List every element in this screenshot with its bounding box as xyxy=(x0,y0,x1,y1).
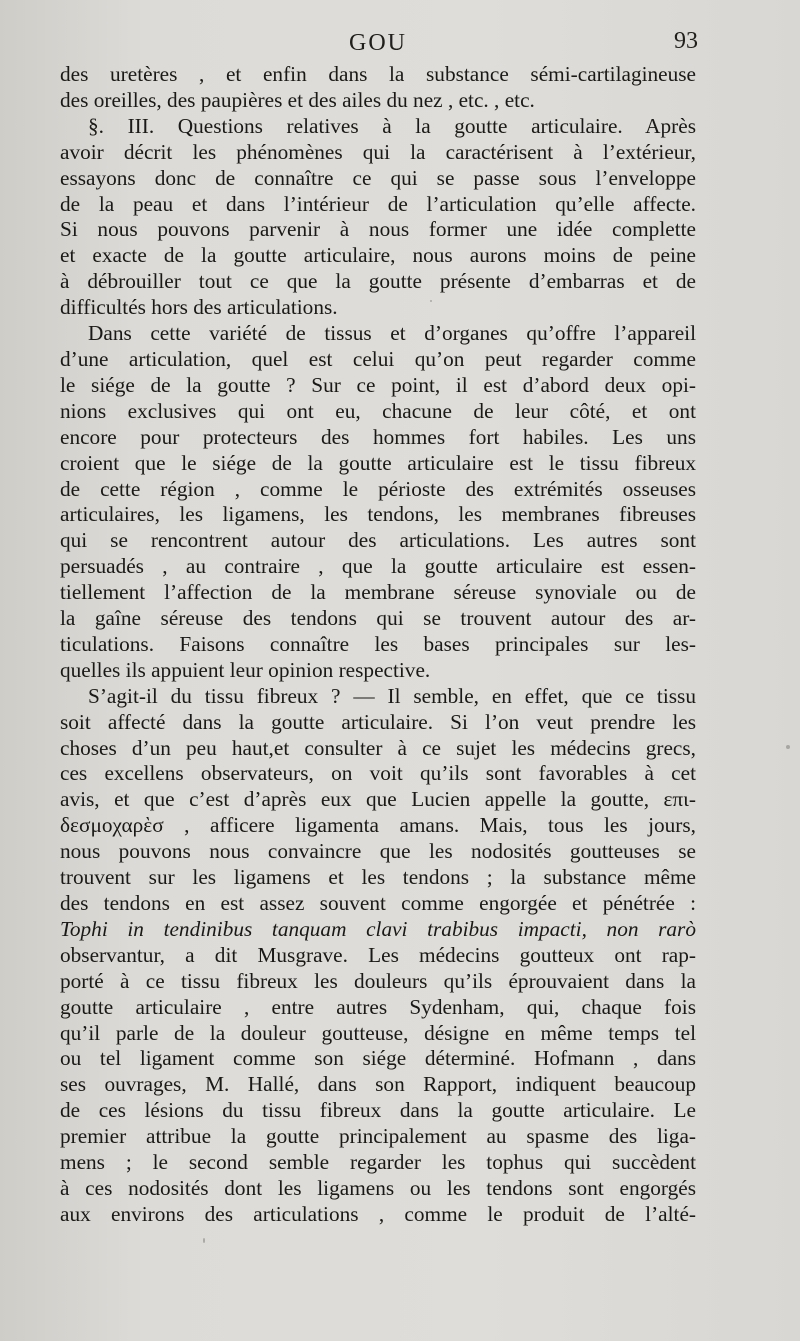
paper-speck xyxy=(786,745,790,749)
text-line: persuadés , au contraire , que la goutte articulaire est essen- xyxy=(60,554,696,579)
text-line: S’agit-il du tissu fibreux ? — Il semble, en effet, que ce tissu xyxy=(88,683,696,708)
text-line: avoir décrit les phénomènes qui la caractérisent à l’extérieur, xyxy=(60,139,696,164)
text-line: difficultés hors des articulations. xyxy=(60,295,338,320)
text-line: quelles ils appuient leur opinion respective. xyxy=(60,657,431,682)
text-line: soit affecté dans la goutte articulaire. Si l’on veut prendre les xyxy=(60,709,696,734)
text-line: §. III. Questions relatives à la goutte articulaire. Après xyxy=(88,113,696,138)
text-line: articulaires, les ligamens, les tendons, les membranes fibreuses xyxy=(60,502,696,527)
page-header xyxy=(58,30,698,64)
text-line: porté à ce tissu fibreux les douleurs qu’ils éprouvaient dans la xyxy=(60,968,696,993)
text-line: trouvent sur les ligamens et les tendons ; la substance même xyxy=(60,865,696,890)
text-line: ou tel ligament comme son siége déterminé. Hofmann , dans xyxy=(60,1046,696,1071)
text-line: Tophi in tendinibus tanquam clavi trabibus impacti, non rarò xyxy=(60,916,696,941)
paper-speck xyxy=(430,300,432,302)
text-line: ticulations. Faisons connaître les bases principales sur les- xyxy=(60,631,696,656)
text-line: avis, et que c’est d’après eux que Lucien appelle la goutte, επι- xyxy=(60,787,696,812)
text-line: nions exclusives qui ont eu, chacune de leur côté, et ont xyxy=(60,398,696,423)
text-line: des oreilles, des paupières et des ailes du nez , etc. , etc. xyxy=(60,87,535,112)
text-line: des tendons en est assez souvent comme engorgée et pénétrée : xyxy=(60,891,696,915)
text-line: observantur, a dit Musgrave. Les médecins goutteux ont rap- xyxy=(60,942,696,967)
running-head: GOU xyxy=(349,30,407,56)
text-line: de la peau et dans l’intérieur de l’articulation qu’elle affecte. xyxy=(60,191,696,216)
text-line: goutte articulaire , entre autres Sydenham, qui, chaque fois xyxy=(60,994,696,1019)
text-line: Dans cette variété de tissus et d’organes qu’offre l’appareil xyxy=(88,321,696,346)
text-line: des uretères , et enfin dans la substance sémi-cartilagineuse xyxy=(60,62,696,86)
body-text xyxy=(60,62,696,1228)
paper-speck xyxy=(602,690,604,692)
paper-speck xyxy=(203,1238,205,1243)
text-line: qu’il parle de la douleur goutteuse, désigne en même temps tel xyxy=(60,1020,696,1045)
text-line: de ces lésions du tissu fibreux dans la goutte articulaire. Le xyxy=(60,1098,696,1123)
text-line: d’une articulation, quel est celui qu’on peut regarder comme xyxy=(60,346,696,371)
text-line: à débrouiller tout ce que la goutte présente d’embarras et de xyxy=(60,269,696,294)
text-line: premier attribue la goutte principalement au spasme des liga- xyxy=(60,1124,696,1149)
text-line: croient que le siége de la goutte articulaire est le tissu fibreux xyxy=(60,450,696,475)
page-number: 93 xyxy=(674,28,698,54)
text-line: la gaîne séreuse des tendons qui se trouvent autour des ar- xyxy=(60,606,696,631)
text-line: nous pouvons nous convaincre que les nodosités goutteuses se xyxy=(60,839,696,864)
text-line: de cette région , comme le périoste des extrémités osseuses xyxy=(60,476,696,501)
text-line: choses d’un peu haut,et consulter à ce sujet les médecins grecs, xyxy=(60,735,696,760)
text-line: aux environs des articulations , comme le produit de l’alté- xyxy=(60,1201,696,1226)
text-line: et exacte de la goutte articulaire, nous aurons moins de peine xyxy=(60,243,696,268)
text-line: ses ouvrages, M. Hallé, dans son Rapport, indiquent beaucoup xyxy=(60,1072,696,1097)
text-line: tiellement l’affection de la membrane séreuse synoviale ou de xyxy=(60,580,696,605)
text-line: δεσμοχαρὲσ , afficere ligamenta amans. Mais, tous les jours, xyxy=(60,813,696,838)
text-line: ces excellens observateurs, on voit qu’ils sont favorables à cet xyxy=(60,761,696,786)
text-line: Si nous pouvons parvenir à nous former une idée complette xyxy=(60,217,696,242)
text-line: le siége de la goutte ? Sur ce point, il est d’abord deux opi- xyxy=(60,372,696,397)
text-line: encore pour protecteurs des hommes fort habiles. Les uns xyxy=(60,424,696,449)
text-line: à ces nodosités dont les ligamens ou les tendons sont engorgés xyxy=(60,1175,696,1200)
text-line: mens ; le second semble regarder les tophus qui succèdent xyxy=(60,1150,696,1175)
text-line: essayons donc de connaître ce qui se passe sous l’enveloppe xyxy=(60,165,696,190)
text-line: qui se rencontrent autour des articulations. Les autres sont xyxy=(60,528,696,553)
